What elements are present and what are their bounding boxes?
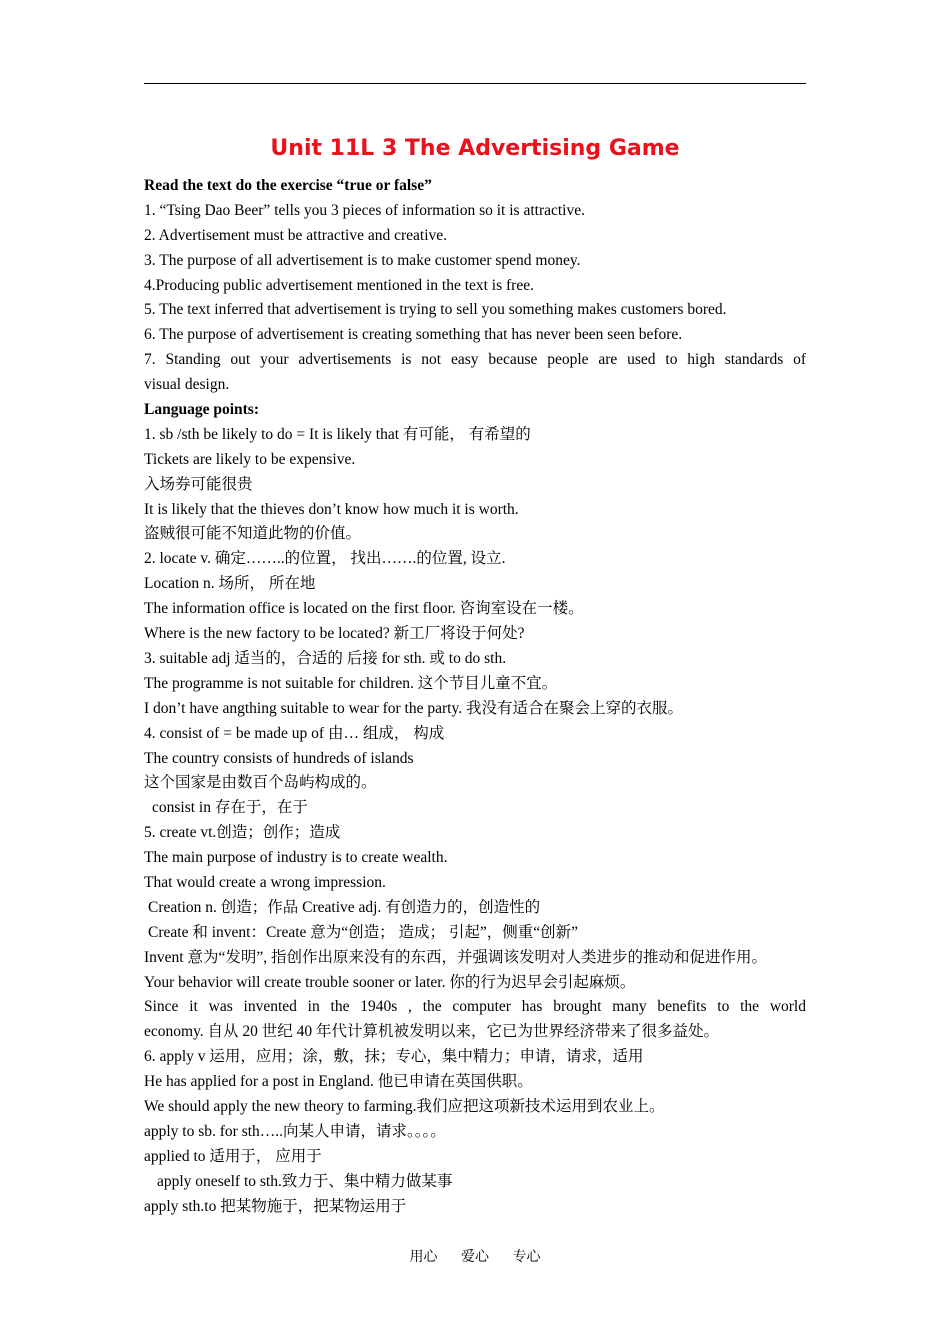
point-1-example-zh: 入场券可能很贵 [144,475,253,493]
point-5-comparison: Create 和 invent：Create 意为“创造； 造成； 引起”，侧重“创新” [148,923,579,941]
point-2-derivative: Location n. 场所， 所在地 [144,575,316,593]
point-1-example-zh: 盗贼很可能不知道此物的价值。 [144,525,362,543]
language-points-heading: Language points: [144,401,259,419]
point-6-phrase: apply sth.to 把某物施于，把某物运用于 [144,1197,407,1215]
exercise-heading: Read the text do the exercise “true or false” [144,177,432,194]
point-3-title: 3. suitable adj 适当的，合适的 后接 for sth. 或 to do sth. [144,649,507,667]
footer-motto: 专心 [512,1250,541,1265]
point-6-phrase: applied to 适用于， 应用于 [144,1147,322,1165]
point-1-example-en: It is likely that the thieves don’t know how much it is worth. [144,500,519,518]
point-5-example-cont: economy. 自从 20 世纪 40 年代计算机被发明以来，它已为世界经济带来了很多益处。 [144,1023,720,1041]
footer-motto: 爱心 [461,1250,489,1265]
point-5-example: Your behavior will create trouble sooner or later. 你的行为迟早会引起麻烦。 [144,973,636,991]
point-2-title: 2. locate v. 确定……..的位置， 找出…….的位置, 设立. [144,550,506,568]
exercise-item-6: 6. The purpose of advertisement is creating something that has never been seen before. [144,326,683,344]
point-6-phrase: apply oneself to sth.致力于、集中精力做某事 [157,1172,453,1190]
point-6-title: 6. apply v 运用，应用；涂，敷，抹；专心，集中精力；申请，请求，适用 [144,1048,644,1066]
exercise-item-4: 4.Producing public advertisement mentioned in the text is free. [144,276,534,294]
point-6-example: He has applied for a post in England. 他已申请在英国供职。 [144,1073,533,1091]
point-5-title: 5. create vt.创造；创作；造成 [144,824,341,842]
point-5-example: That would create a wrong impression. [144,873,386,891]
point-2-example: The information office is located on the first floor. 咨询室设在一楼。 [144,600,584,618]
point-3-example: The programme is not suitable for children. 这个节目儿童不宜。 [144,674,558,692]
point-1-title: 1. sb /sth be likely to do = It is likely that 有可能， 有希望的 [144,425,531,443]
page-title: Unit 11L 3 The Advertising Game [270,136,680,161]
exercise-item-7: 7. Standing out your advertisements is not easy because people are used to high standards of [144,351,806,369]
point-4-note: consist in 存在于，在于 [152,799,308,817]
exercise-item-5: 5. The text inferred that advertisement is trying to sell you something makes customers bored. [144,301,727,319]
page-footer [0,1248,950,1268]
exercise-item-2: 2. Advertisement must be attractive and creative. [144,226,447,244]
document-body [144,174,806,1219]
point-5-example: The main purpose of industry is to create wealth. [144,849,448,867]
point-3-example: I don’t have angthing suitable to wear for the party. 我没有适合在聚会上穿的衣服。 [144,699,683,717]
header-rule [144,83,806,84]
footer-motto: 用心 [409,1250,438,1265]
exercise-item-1: 1. “Tsing Dao Beer” tells you 3 pieces of information so it is attractive. [144,201,585,219]
exercise-item-7-cont: visual design. [144,376,230,394]
point-6-phrase: apply to sb. for sth…..向某人申请，请求。。。。 [144,1122,446,1140]
point-6-example: We should apply the new theory to farming.我们应把这项新技术运用到农业上。 [144,1097,665,1115]
point-5-derivatives: Creation n. 创造；作品 Creative adj. 有创造力的，创造性的 [148,898,541,916]
point-5-example: Since it was invented in the 1940s , the computer has brought many benefits to the world [144,998,806,1016]
point-1-example-en: Tickets are likely to be expensive. [144,450,356,468]
exercise-item-3: 3. The purpose of all advertisement is to make customer spend money. [144,251,581,269]
point-5-comparison-invent: Invent 意为“发明”, 指创作出原来没有的东西，并强调该发明对人类进步的推动和促进作用。 [144,948,767,966]
point-4-example-zh: 这个国家是由数百个岛屿构成的。 [144,774,377,792]
point-2-example: Where is the new factory to be located? 新工厂将设于何处? [144,625,525,643]
point-4-title: 4. consist of = be made up of 由… 组成， 构成 [144,724,445,742]
point-4-example-en: The country consists of hundreds of islands [144,749,414,767]
